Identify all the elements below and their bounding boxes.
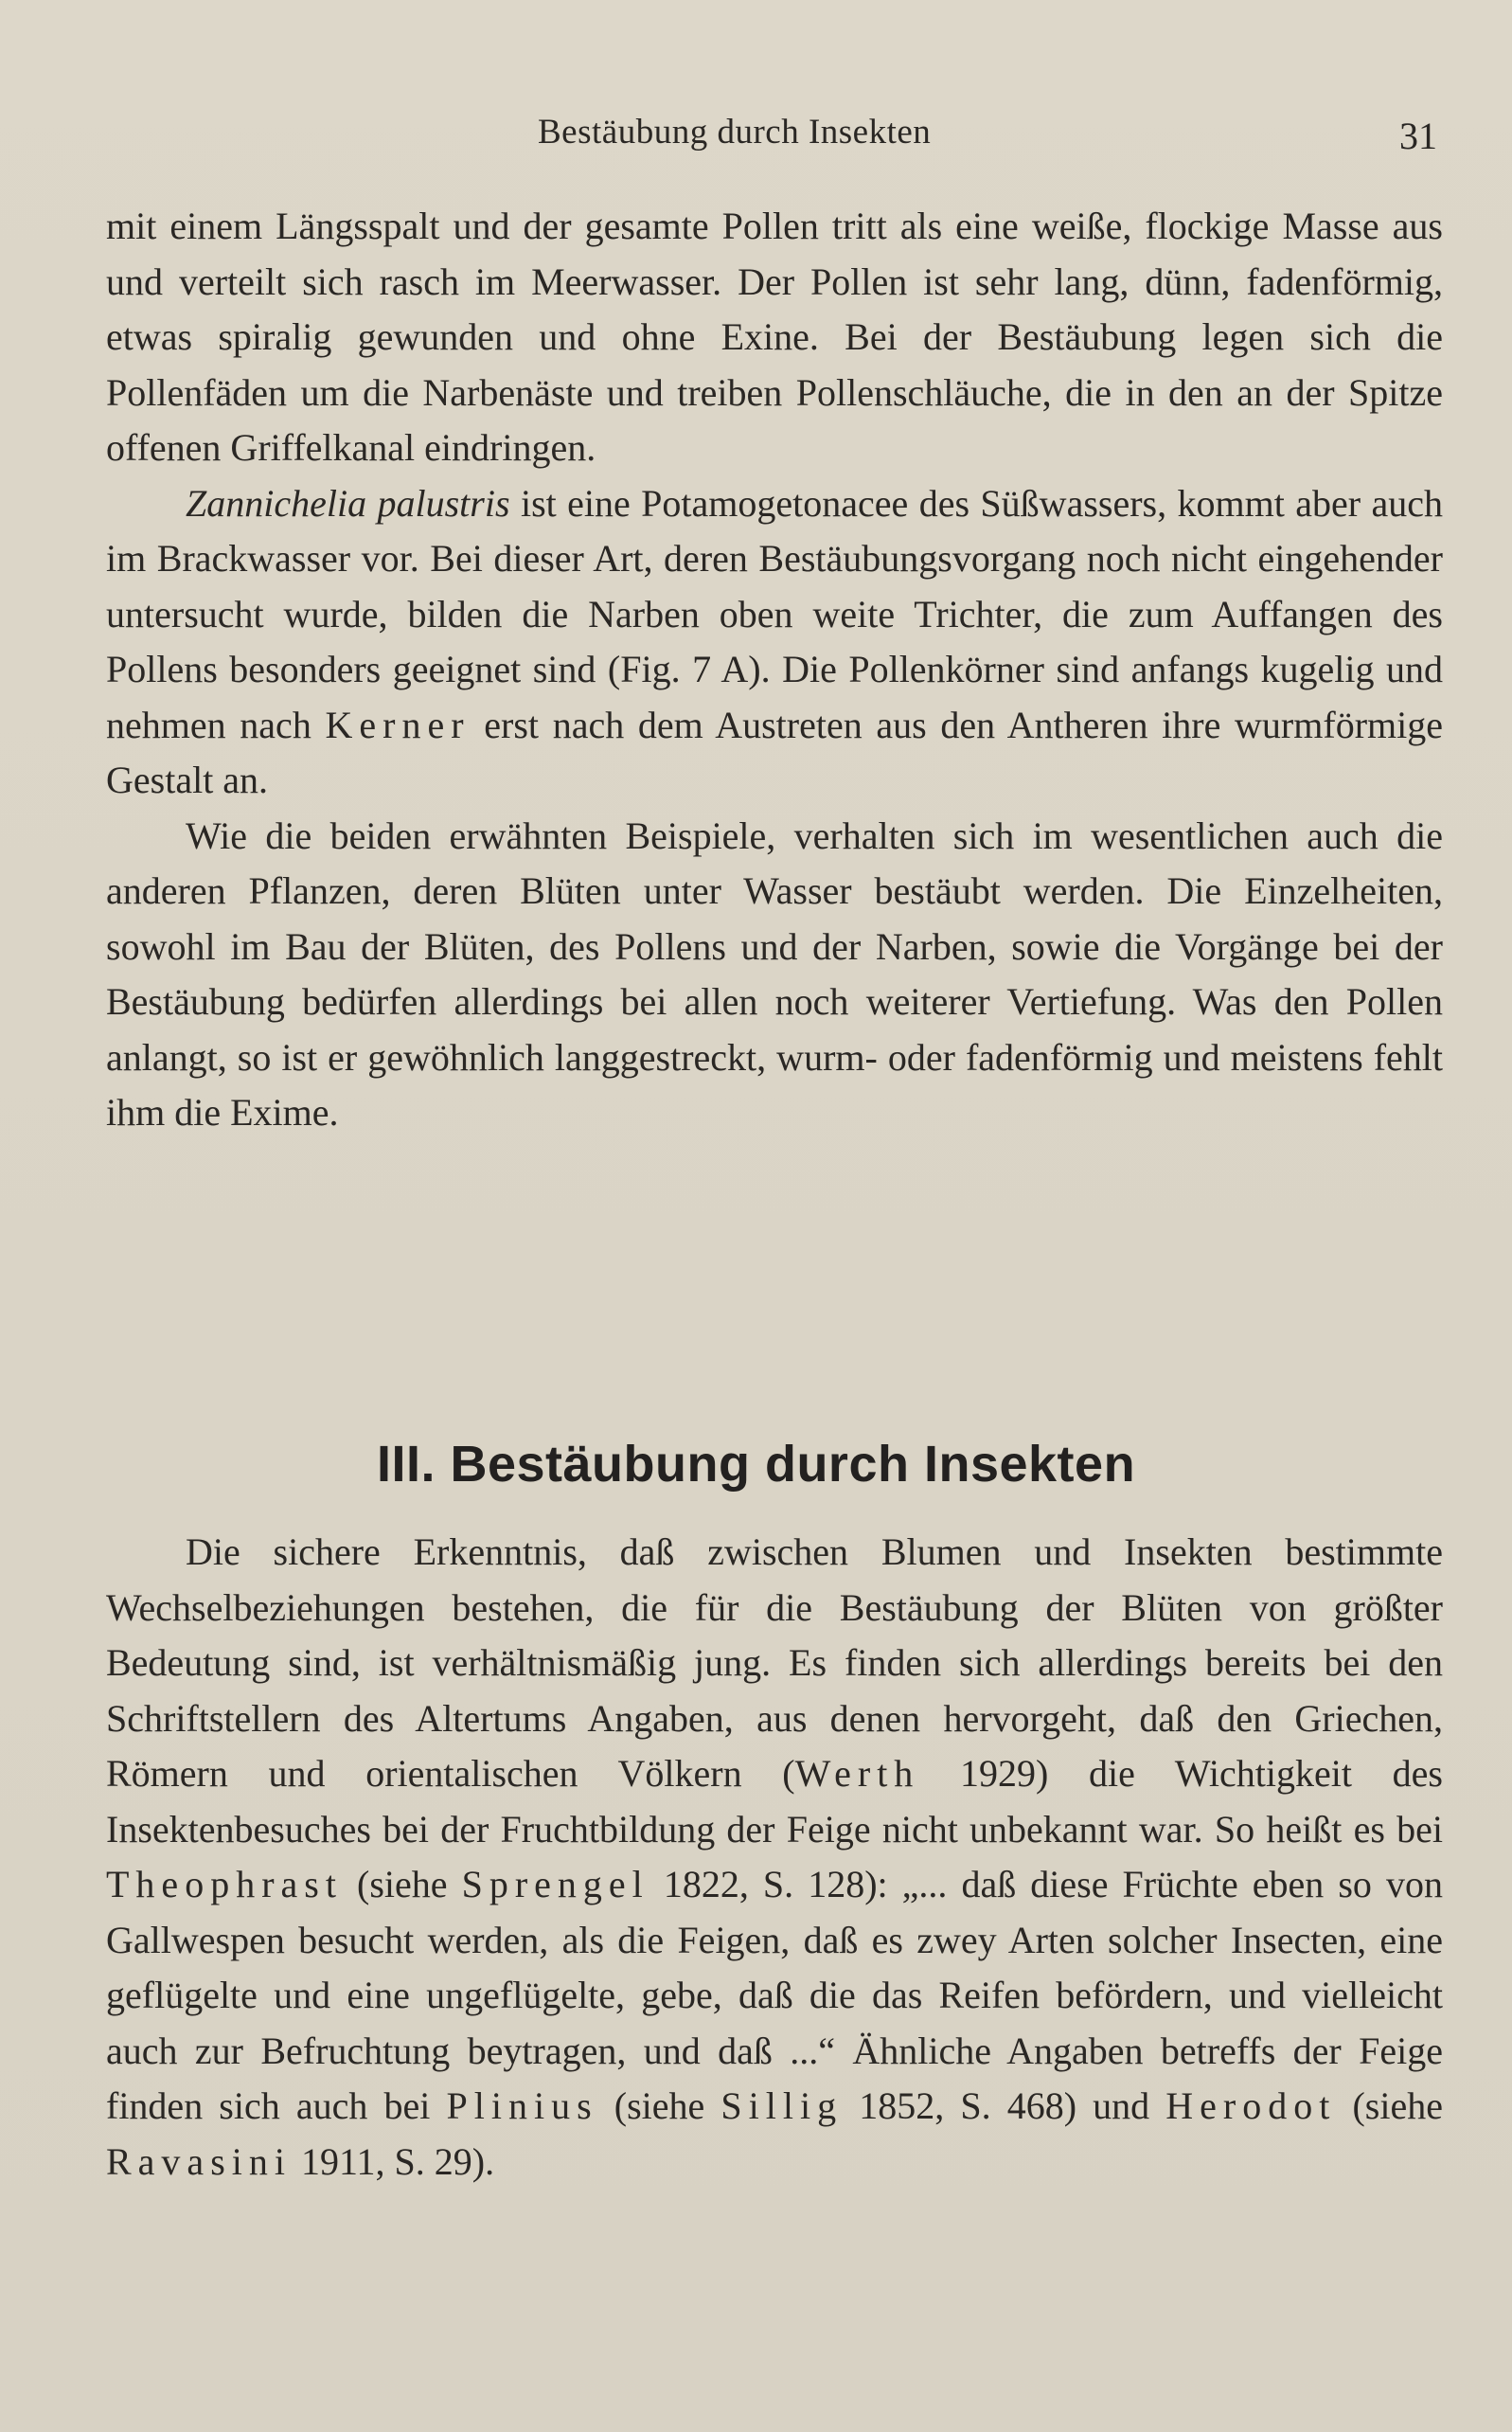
author-name: Herodot bbox=[1165, 2084, 1337, 2127]
text-segment: (siehe bbox=[342, 1863, 462, 1905]
text-segment: ist eine Potamogetonacee des Süßwassers, kommt aber auch im Brackwasser vor. Bei dieser Art, deren Bestäubungsvorgang noch nicht eingehender untersucht wurde, bilden die Narben oben weite Trichter, die zum Auffangen des Pollens besonders geeignet sind (Fig. 7 A). Die Pollenkörner sind anfangs kugelig und nehmen nach bbox=[106, 481, 1443, 746]
text-segment: (siehe bbox=[597, 2084, 721, 2127]
section-heading: III. Bestäubung durch Insekten bbox=[376, 1436, 1136, 1493]
text-segment: (siehe bbox=[1336, 2084, 1443, 2127]
author-name: Kerner bbox=[325, 703, 471, 746]
text-segment: 1911, S. 29). bbox=[291, 2139, 495, 2183]
text-block-before-heading bbox=[106, 199, 1443, 1141]
author-name: Plinius bbox=[446, 2084, 598, 2127]
running-title: Bestäubung durch Insekten bbox=[538, 113, 932, 152]
author-name: Theophrast bbox=[106, 1863, 343, 1905]
paragraph bbox=[106, 476, 1443, 809]
author-name: Sprengel bbox=[461, 1863, 649, 1905]
paragraph bbox=[106, 809, 1443, 1141]
author-name: Sillig bbox=[720, 2084, 844, 2127]
text-block-after-heading bbox=[106, 1525, 1443, 2190]
text-segment: 1822, S. 128): „... daß diese Früchte eben so von Gallwespen besucht werden, als die Feigen, daß es zwey Arten solcher Insecten, eine geflügelte und eine ungeflügelte, gebe, daß die das Reifen befördern, und vielleicht auch zur Befruchtung beytragen, und daß ...“ Ähnliche Angaben betreffs der Feige finden sich auch bei bbox=[106, 1863, 1443, 2127]
species-name: Zannichelia palustris bbox=[186, 481, 510, 525]
text-segment: erst nach dem Austreten aus den Antheren ihre wurmförmige Gestalt an. bbox=[106, 703, 1443, 801]
text-segment: mit einem Längsspalt und der gesamte Pollen tritt als eine weiße, flockige Masse aus und verteilt sich rasch im Meerwasser. Der Pollen ist sehr lang, dünn, fadenförmig, etwas spiralig gewunden und ohne Exine. Bei der Bestäubung legen sich die Pollenfäden um die Narbenäste und treiben Pollenschläuche, die in den an der Spitze offenen Griffelkanal eindringen. bbox=[106, 205, 1443, 469]
paragraph bbox=[106, 199, 1443, 476]
text-segment: Die sichere Erkenntnis, daß zwischen Blumen und Insekten bestimmte Wechselbeziehungen bestehen, die für die Bestäubung der Blüten von größter Bedeutung sind, ist verhältnismäßig jung. Es finden sich allerdings bereits bei den Schriftstellern des Altertums Angaben, aus denen hervorgeht, daß den Griechen, Römern und orientalischen Völkern ( bbox=[106, 1530, 1443, 1795]
paragraph bbox=[106, 1525, 1443, 2190]
author-name: Ravasini bbox=[106, 2139, 292, 2183]
author-name: Werth bbox=[794, 1752, 920, 1795]
text-segment: Wie die beiden erwähnten Beispiele, verhalten sich im wesentlichen auch die anderen Pflanzen, deren Blüten unter Wasser bestäubt werden. Die Einzelheiten, sowohl im Bau der Blüten, des Pollens und der Narben, sowie die Vorgänge bei der Bestäubung bedürfen allerdings bei allen noch weiterer Vertiefung. Was den Pollen anlangt, so ist er gewöhnlich langgestreckt, wurm- oder fadenförmig und meistens fehlt ihm die Exime. bbox=[106, 814, 1443, 1134]
running-head bbox=[0, 112, 1512, 169]
text-segment: 1929) die Wichtigkeit des Insektenbesuches bei der Fruchtbildung der Feige nicht unbekannt war. So heißt es bei bbox=[106, 1752, 1443, 1851]
text-segment: 1852, S. 468) und bbox=[843, 2084, 1166, 2127]
page-number: 31 bbox=[1399, 115, 1437, 157]
